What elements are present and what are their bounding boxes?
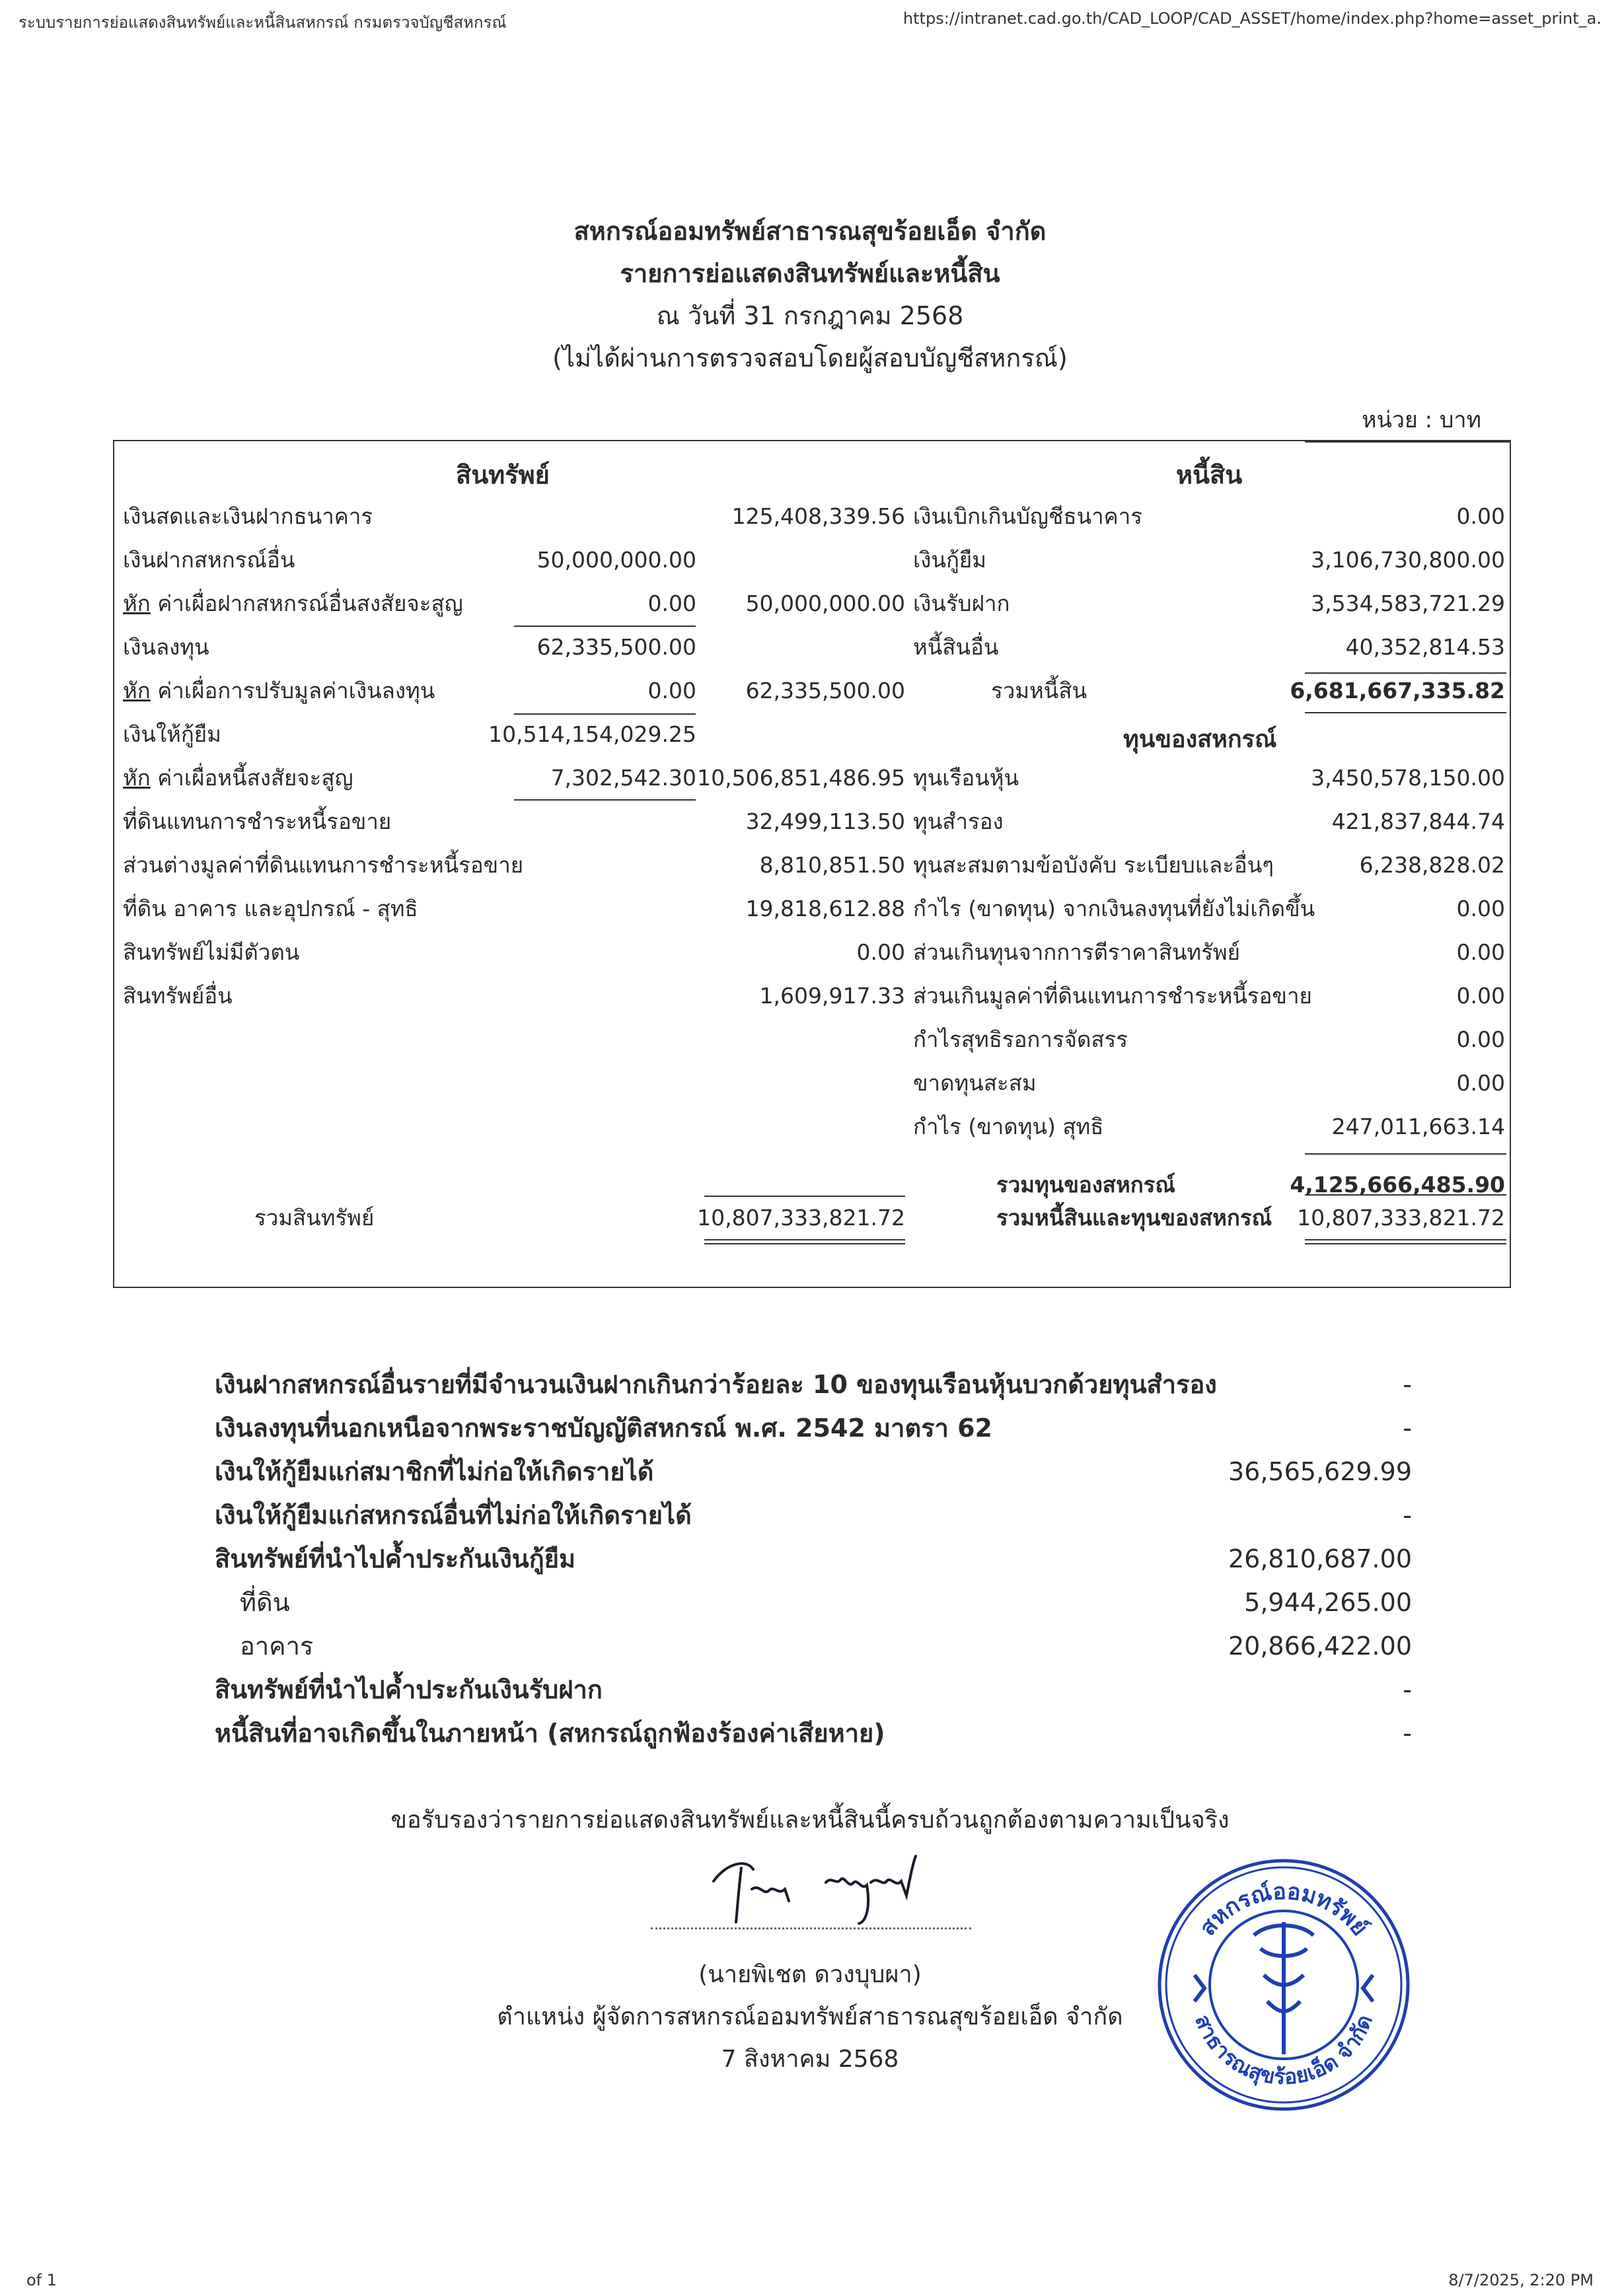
deduct-prefix: หัก xyxy=(123,765,151,791)
total-line xyxy=(1305,712,1506,713)
equity-label: ทุนสำรอง xyxy=(913,808,1004,834)
asset-label xyxy=(123,938,299,967)
equity-value: 421,837,844.74 xyxy=(1331,808,1505,834)
asset-label-text: ที่ดินแทนการชำระหนี้รอขาย xyxy=(123,808,392,834)
deduct-prefix: หัก xyxy=(123,591,151,616)
equity-value: 0.00 xyxy=(1456,1070,1505,1096)
asset-value: 10,506,851,486.95 xyxy=(697,765,905,791)
asset-label-text: ค่าเผื่อหนี้สงสัยจะสูญ xyxy=(150,765,353,791)
disclosure-label: หนี้สินที่อาจเกิดขึ้นในภายหน้า (สหกรณ์ถูกฟ้องร้องค่าเสียหาย) xyxy=(215,1719,885,1748)
total-line xyxy=(704,1196,905,1197)
asset-label-text: เงินให้กู้ยืม xyxy=(123,721,221,747)
equity-total-label: รวมทุนของสหกรณ์ xyxy=(996,1172,1176,1198)
page-count: of 1 xyxy=(26,2271,57,2289)
liability-label: เงินกู้ยืม xyxy=(913,547,987,573)
asset-label-text: เงินฝากสหกรณ์อื่น xyxy=(123,547,295,573)
asset-label xyxy=(123,502,373,531)
liability-value: 0.00 xyxy=(1456,503,1505,529)
asset-label xyxy=(123,676,435,705)
asset-value: 0.00 xyxy=(856,939,905,965)
equity-label: ทุนเรือนหุ้น xyxy=(913,765,1019,791)
currency-unit: หน่วย : บาท xyxy=(1362,407,1481,433)
asset-value: 8,810,851.50 xyxy=(759,852,905,878)
disclosure-label: เงินให้กู้ยืมแก่สมาชิกที่ไม่ก่อให้เกิดรายได้ xyxy=(215,1457,654,1486)
assets-total-value: 10,807,333,821.72 xyxy=(697,1205,905,1231)
subtotal-line xyxy=(514,713,696,715)
asset-value: 50,000,000.00 xyxy=(745,591,905,616)
asset-label-text: ค่าเผื่อการปรับมูลค่าเงินลงทุน xyxy=(150,678,435,703)
grand-total-value: 10,807,333,821.72 xyxy=(1297,1205,1505,1231)
equity-value: 0.00 xyxy=(1456,983,1505,1009)
asset-label-text: เงินลงทุน xyxy=(123,634,209,660)
equity-value: 0.00 xyxy=(1456,939,1505,965)
seal-bottom-text: สาธารณสุขร้อยเอ็ด จำกัด xyxy=(1190,2011,1378,2090)
disclosure-label: สินทรัพย์ที่นำไปค้ำประกันเงินรับฝาก xyxy=(215,1675,603,1704)
signature-image xyxy=(700,1849,938,1929)
asset-value: 125,408,339.56 xyxy=(731,503,905,529)
org-name: สหกรณ์ออมทรัพย์สาธารณสุขร้อยเอ็ด จำกัด xyxy=(573,217,1047,246)
double-underline xyxy=(704,1239,905,1240)
liability-value: 3,534,583,721.29 xyxy=(1311,591,1505,616)
asset-value: 1,609,917.33 xyxy=(759,983,905,1009)
audit-note: (ไม่ได้ผ่านการตรวจสอบโดยผู้สอบบัญชีสหกรณ์) xyxy=(552,343,1068,373)
asset-value: 19,818,612.88 xyxy=(745,896,905,921)
equity-label: กำไร (ขาดทุน) จากเงินลงทุนที่ยังไม่เกิดขึ้น xyxy=(913,896,1315,921)
asset-label xyxy=(123,894,418,923)
asset-label xyxy=(123,633,209,662)
equity-total-value: 4,125,666,485.90 xyxy=(1290,1172,1505,1198)
browser-url: https://intranet.cad.go.th/CAD_LOOP/CAD_ASSET/home/index.php?home=asset_print_a. xyxy=(902,9,1602,28)
asset-label xyxy=(123,851,523,880)
asset-subvalue: 62,335,500.00 xyxy=(536,634,696,660)
asset-subvalue: 0.00 xyxy=(647,591,696,616)
disclosure-value: - xyxy=(1403,1675,1412,1704)
equity-value: 3,450,578,150.00 xyxy=(1311,765,1505,791)
disclosure-label: เงินฝากสหกรณ์อื่นรายที่มีจำนวนเงินฝากเกินกว่าร้อยละ 10 ของทุนเรือนหุ้นบวกด้วยทุนสำรอง xyxy=(215,1370,1217,1399)
asset-label xyxy=(123,764,353,793)
equity-heading: ทุนของสหกรณ์ xyxy=(1123,726,1277,753)
liability-value: 40,352,814.53 xyxy=(1345,634,1505,660)
disclosure-label: เงินลงทุนที่นอกเหนือจากพระราชบัญญัติสหกรณ์ พ.ศ. 2542 มาตรา 62 xyxy=(215,1414,992,1443)
disclosure-label: สินทรัพย์ที่นำไปค้ำประกันเงินกู้ยืม xyxy=(215,1544,576,1573)
browser-page-title: ระบบรายการย่อแสดงสินทรัพย์และหนี้สินสหกรณ์ กรมตรวจบัญชีสหกรณ์ xyxy=(18,13,507,32)
disclosure-value: - xyxy=(1403,1719,1412,1748)
liability-label: เงินรับฝาก xyxy=(913,591,1010,616)
asset-value: 32,499,113.50 xyxy=(745,808,905,834)
disclosure-value: - xyxy=(1403,1501,1412,1530)
equity-label: ขาดทุนสะสม xyxy=(913,1070,1037,1096)
double-underline xyxy=(1305,1239,1506,1240)
subtotal-line xyxy=(514,626,696,627)
assets-heading: สินทรัพย์ xyxy=(456,460,550,489)
liability-label: เงินเบิกเกินบัญชีธนาคาร xyxy=(913,503,1142,529)
signer-position: ตำแหน่ง ผู้จัดการสหกรณ์ออมทรัพย์สาธารณสุขร้อยเอ็ด จำกัด xyxy=(497,2003,1123,2030)
asset-subvalue: 0.00 xyxy=(647,678,696,703)
disclosure-value: 36,565,629.99 xyxy=(1228,1457,1412,1486)
seal-top-text: สหกรณ์ออมทรัพย์ xyxy=(1194,1878,1374,1941)
asset-label xyxy=(123,807,391,836)
asset-subvalue: 10,514,154,029.25 xyxy=(488,721,696,747)
equity-value: 247,011,663.14 xyxy=(1331,1114,1505,1139)
asset-value: 62,335,500.00 xyxy=(745,678,905,703)
asset-label-text: ที่ดิน อาคาร และอุปกรณ์ - สุทธิ xyxy=(123,896,418,921)
asset-label-text: สินทรัพย์อื่น xyxy=(123,983,233,1009)
disclosure-label: เงินให้กู้ยืมแก่สหกรณ์อื่นที่ไม่ก่อให้เกิดรายได้ xyxy=(215,1501,692,1530)
asset-label xyxy=(123,546,295,575)
asset-subvalue: 50,000,000.00 xyxy=(536,547,696,573)
print-datetime: 8/7/2025, 2:20 PM xyxy=(1448,2271,1594,2289)
deduct-prefix: หัก xyxy=(123,678,151,703)
disclosure-value: - xyxy=(1403,1370,1412,1399)
grand-total-label: รวมหนี้สินและทุนของสหกรณ์ xyxy=(996,1205,1272,1231)
asset-label-text: ส่วนต่างมูลค่าที่ดินแทนการชำระหนี้รอขาย xyxy=(123,852,524,878)
equity-value: 6,238,828.02 xyxy=(1359,852,1505,878)
certification-statement: ขอรับรองว่ารายการย่อแสดงสินทรัพย์และหนี้สินนี้ครบถ้วนถูกต้องตามความเป็นจริง xyxy=(390,1807,1230,1834)
liabilities-heading: หนี้สิน xyxy=(1176,460,1243,489)
disclosure-value: 5,944,265.00 xyxy=(1244,1588,1412,1617)
disclosure-label: อาคาร xyxy=(240,1632,314,1661)
double-underline xyxy=(704,1243,905,1244)
assets-total-label: รวมสินทรัพย์ xyxy=(254,1205,375,1231)
equity-label: ส่วนเกินมูลค่าที่ดินแทนการชำระหนี้รอขาย xyxy=(913,983,1312,1009)
cooperative-seal xyxy=(1155,1856,1413,2114)
asset-label-text: สินทรัพย์ไม่มีตัวตน xyxy=(123,939,300,965)
asset-label-text: เงินสดและเงินฝากธนาคาร xyxy=(123,503,373,529)
equity-value: 0.00 xyxy=(1456,896,1505,921)
disclosure-value: - xyxy=(1403,1414,1412,1443)
header-underline xyxy=(1305,441,1510,443)
equity-label: กำไร (ขาดทุน) สุทธิ xyxy=(913,1114,1104,1139)
signer-name: (นายพิเชต ดวงบุบผา) xyxy=(698,1961,922,1988)
asset-label-text: ค่าเผื่อฝากสหกรณ์อื่นสงสัยจะสูญ xyxy=(150,591,463,616)
disclosure-value: 26,810,687.00 xyxy=(1228,1544,1412,1573)
asset-subvalue: 7,302,542.30 xyxy=(550,765,696,791)
sign-date: 7 สิงหาคม 2568 xyxy=(721,2046,899,2073)
equity-label: ทุนสะสมตามข้อบังคับ ระเบียบและอื่นๆ xyxy=(913,852,1274,878)
subtotal-line xyxy=(514,799,696,801)
liabilities-total-label: รวมหนี้สิน xyxy=(991,678,1087,703)
document-title: รายการย่อแสดงสินทรัพย์และหนี้สิน xyxy=(620,259,1000,288)
signature-line xyxy=(651,1927,971,1929)
disclosure-label: ที่ดิน xyxy=(240,1588,290,1617)
equity-value: 0.00 xyxy=(1456,1026,1505,1052)
disclosure-value: 20,866,422.00 xyxy=(1228,1632,1412,1661)
subtotal-line xyxy=(1305,672,1506,674)
asset-label xyxy=(123,589,463,618)
equity-label: กำไรสุทธิรอการจัดสรร xyxy=(913,1026,1128,1052)
subtotal-line xyxy=(1305,1153,1506,1155)
asset-label xyxy=(123,720,221,749)
liability-value: 3,106,730,800.00 xyxy=(1311,547,1505,573)
asset-label xyxy=(123,982,233,1011)
document-header xyxy=(0,210,1620,379)
liabilities-total-value: 6,681,667,335.82 xyxy=(1290,678,1505,703)
liability-label: หนี้สินอื่น xyxy=(913,634,999,660)
double-underline xyxy=(1305,1243,1506,1244)
as-of-date: ณ วันที่ 31 กรกฎาคม 2568 xyxy=(656,301,964,330)
equity-label: ส่วนเกินทุนจากการตีราคาสินทรัพย์ xyxy=(913,939,1240,965)
